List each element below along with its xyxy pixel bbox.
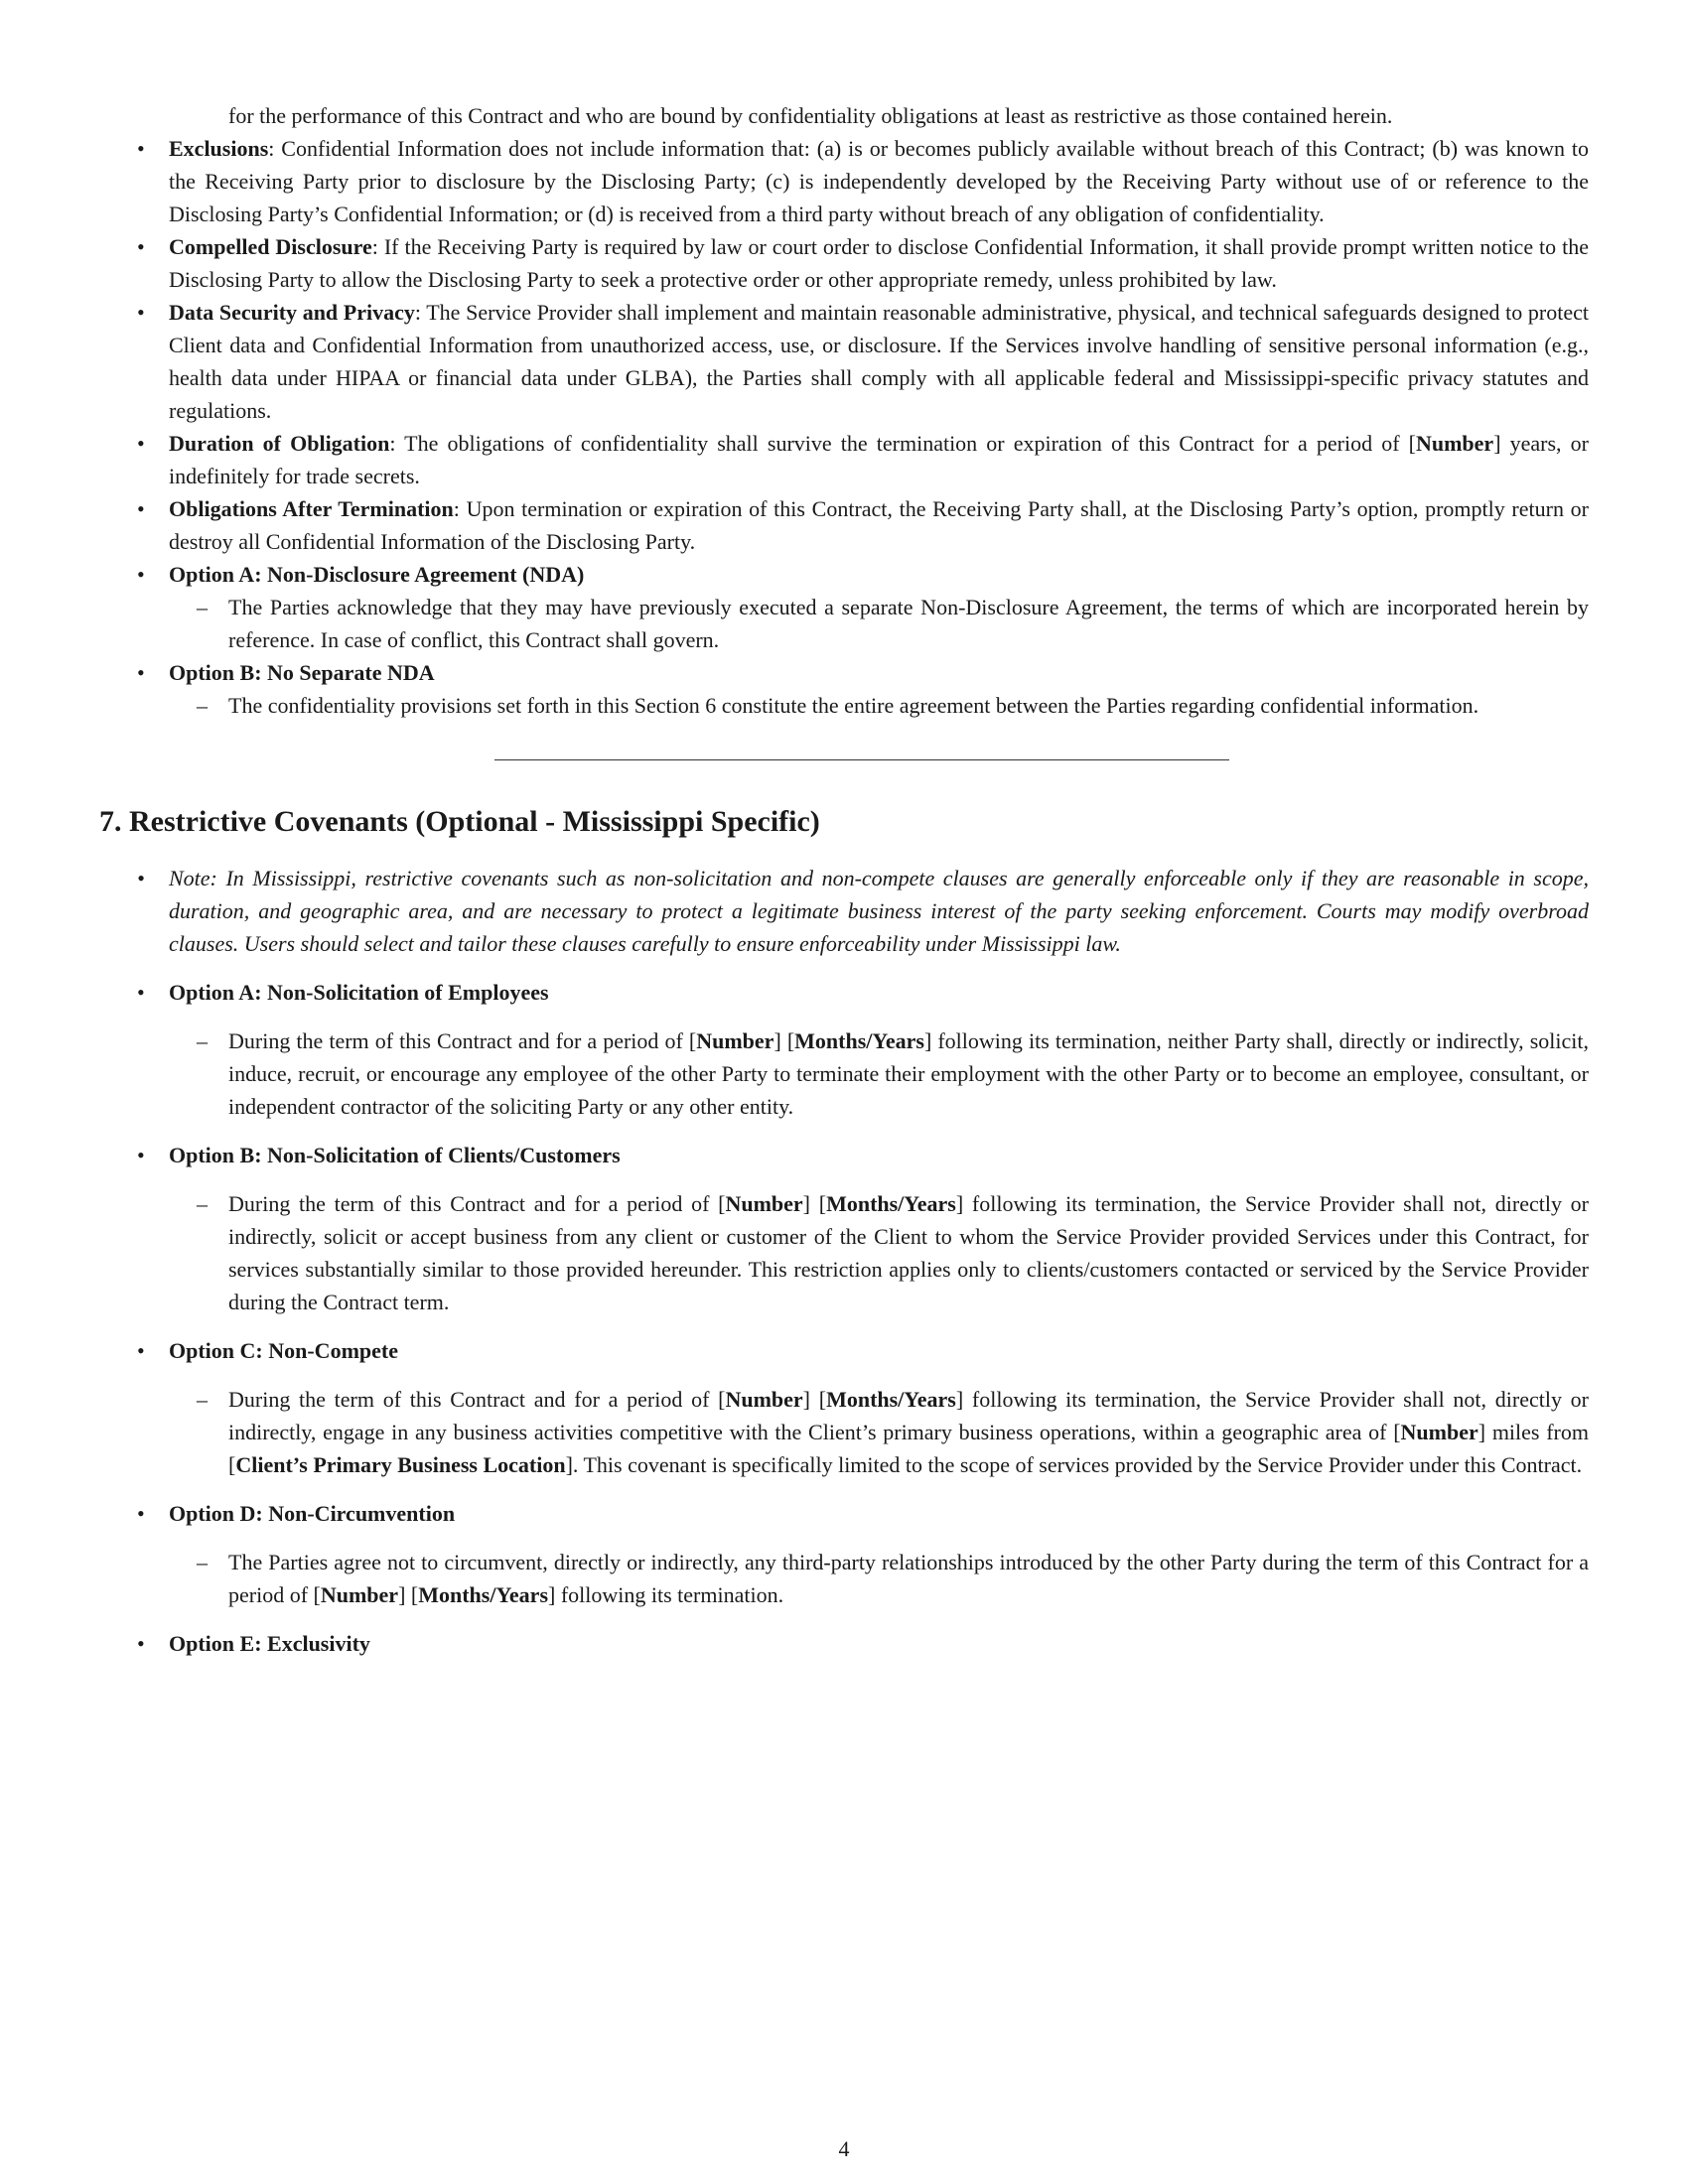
document-body [99,99,1589,1676]
placeholder-months-years: Months/Years [826,1191,956,1216]
sub-list [169,1187,1589,1318]
list-item-option-d: • Option D: Non-Circumvention – The Parties agree not to circumvent, directly or indirectly, any third-party relationships introduced by the other Party during the term of this Contract for a period of [Number] [Months/Years] following its termination. [99,1497,1589,1611]
note-item: • Note: In Mississippi, restrictive covenants such as non-solicitation and non-compete clauses are generally enforceable only if they are reasonable in scope, duration, and geographic area, and are necessary to protect a legitimate business interest of the party seeking enforcement. Courts may modify overbroad clauses. Users should select and tailor these clauses carefully to ensure enforceability under Mississippi law. [99,862,1589,960]
sub-list [169,689,1589,722]
sub-list [169,591,1589,656]
placeholder-location: Client’s Primary Business Location [235,1452,566,1477]
page-number: 4 [838,2136,850,2161]
list-item-duration: • Duration of Obligation: The obligations of confidentiality shall survive the termination or expiration of this Contract for a period of [Number] years, or indefinitely for trade secrets. [99,427,1589,492]
placeholder-number: Number [320,1582,399,1607]
horizontal-rule [494,759,1229,760]
sub-list [169,1383,1589,1481]
sub-list [169,1024,1589,1123]
section-7 [99,802,1589,1660]
sub-item: – During the term of this Contract and for a period of [Number] [Months/Years] following its termination, the Service Provider shall not, directly or indirectly, engage in any business activities competitive with the Client’s primary business operations, within a geographic area of [Number] miles from [Client’s Primary Business Location]. This covenant is specifically limited to the scope of services provided by the Service Provider under this Contract. [169,1383,1589,1481]
list-item-data-security: • Data Security and Privacy: The Service Provider shall implement and maintain reasonable administrative, physical, and technical safeguards designed to protect Client data and Confidential Information from unauthorized access, use, or disclosure. If the Services involve handling of sensitive personal information (e.g., health data under HIPAA or financial data under GLBA), the Parties shall comply with all applicable federal and Mississippi-specific privacy statutes and regulations. [99,296,1589,427]
placeholder-number: Number [725,1191,803,1216]
list-item-option-e: • Option E: Exclusivity [99,1627,1589,1660]
placeholder-number: Number [696,1028,774,1053]
sub-item: – During the term of this Contract and for a period of [Number] [Months/Years] following its termination, neither Party shall, directly or indirectly, solicit, induce, recruit, or encourage any employee of the other Party to terminate their employment with the other Party or to become an employee, consultant, or independent contractor of the soliciting Party or any other entity. [169,1024,1589,1123]
list-item-option-b-no-nda: • Option B: No Separate NDA – The confidentiality provisions set forth in this Section 6 constitute the entire agreement between the Parties regarding confidential information. [99,656,1589,722]
list-item-option-a-nda: • Option A: Non-Disclosure Agreement (NDA) – The Parties acknowledge that they may have previously executed a separate Non-Disclosure Agreement, the terms of which are incorporated herein by reference. In case of conflict, this Contract shall govern. [99,558,1589,656]
placeholder-number: Number [1400,1420,1478,1444]
sub-item: – The Parties agree not to circumvent, directly or indirectly, any third-party relationships introduced by the other Party during the term of this Contract for a period of [Number] [Months/Years] following its termination. [169,1546,1589,1611]
sub-list [169,1546,1589,1611]
list-item-after-termination: • Obligations After Termination: Upon termination or expiration of this Contract, the Receiving Party shall, at the Disclosing Party’s option, promptly return or destroy all Confidential Information of the Disclosing Party. [99,492,1589,558]
placeholder-number: Number [1415,431,1494,456]
section6-list [99,132,1589,722]
placeholder-months-years: Months/Years [794,1028,924,1053]
sub-item: – During the term of this Contract and for a period of [Number] [Months/Years] following its termination, the Service Provider shall not, directly or indirectly, solicit or accept business from any client or customer of the Client to whom the Service Provider provided Services under this Contract, for services substantially similar to those provided hereunder. This restriction applies only to clients/customers contacted or serviced by the Service Provider during the Contract term. [169,1187,1589,1318]
section7-list [99,862,1589,1660]
placeholder-months-years: Months/Years [418,1582,549,1607]
section-heading: 7. Restrictive Covenants (Optional - Mississippi Specific) [99,805,820,838]
list-item-option-c: • Option C: Non-Compete – During the term of this Contract and for a period of [Number] [Months/Years] following its termination, the Service Provider shall not, directly or indirectly, engage in any business activities competitive with the Client’s primary business operations, within a geographic area of [Number] miles from [Client’s Primary Business Location]. This covenant is specifically limited to the scope of services provided by the Service Provider under this Contract. [99,1334,1589,1481]
list-item-option-a: • Option A: Non-Solicitation of Employees – During the term of this Contract and for a period of [Number] [Months/Years] following its termination, neither Party shall, directly or indirectly, solicit, induce, recruit, or encourage any employee of the other Party to terminate their employment with the other Party or to become an employee, consultant, or independent contractor of the soliciting Party or any other entity. [99,976,1589,1123]
sub-item: – The confidentiality provisions set forth in this Section 6 constitute the entire agreement between the Parties regarding confidential information. [169,689,1589,722]
placeholder-months-years: Months/Years [826,1387,956,1412]
sub-item: – The Parties acknowledge that they may have previously executed a separate Non-Disclosure Agreement, the terms of which are incorporated herein by reference. In case of conflict, this Contract shall govern. [169,591,1589,656]
continuation-paragraph: for the performance of this Contract and who are bound by confidentiality obligations at least as restrictive as those contained herein. [228,103,1393,128]
list-item-exclusions: • Exclusions: Confidential Information does not include information that: (a) is or becomes publicly available without breach of this Contract; (b) was known to the Receiving Party prior to disclosure by the Disclosing Party; (c) is independently developed by the Receiving Party without use of or reference to the Disclosing Party’s Confidential Information; or (d) is received from a third party without breach of any obligation of confidentiality. [99,132,1589,230]
list-item-compelled-disclosure: • Compelled Disclosure: If the Receiving Party is required by law or court order to disclose Confidential Information, it shall provide prompt written notice to the Disclosing Party to allow the Disclosing Party to seek a protective order or other appropriate remedy, unless prohibited by law. [99,230,1589,296]
list-item-option-b: • Option B: Non-Solicitation of Clients/Customers – During the term of this Contract and for a period of [Number] [Months/Years] following its termination, the Service Provider shall not, directly or indirectly, solicit or accept business from any client or customer of the Client to whom the Service Provider provided Services under this Contract, for services substantially similar to those provided hereunder. This restriction applies only to clients/customers contacted or serviced by the Service Provider during the Contract term. [99,1139,1589,1318]
placeholder-number: Number [725,1387,803,1412]
